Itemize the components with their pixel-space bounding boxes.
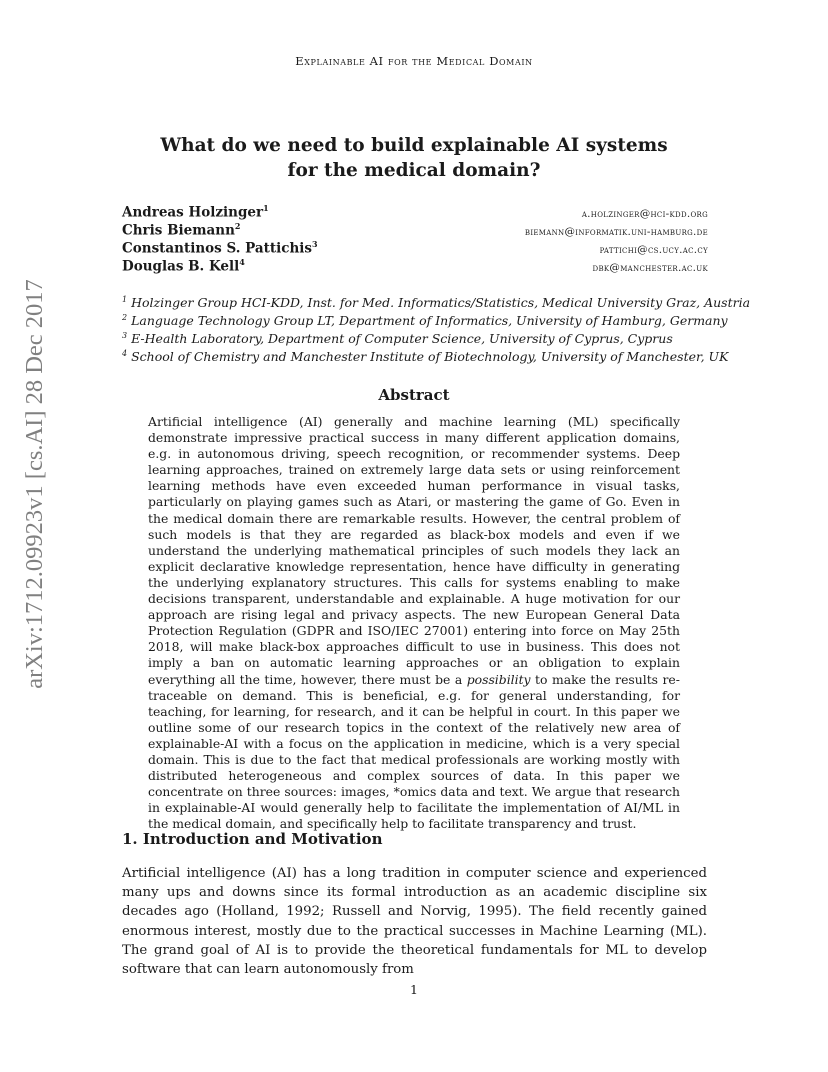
author-row (122, 203, 708, 221)
intro-paragraph: Artificial intelligence (AI) has a long tradition in computer science and experienced many ups and downs since its formal introduction as an academic discipline six decades ago (Holland, 1992; Russell and Norvig, 1995). The field recently gained enormous interest, mostly due to the practical successes in Machine Learning (ML). The grand goal of AI is to provide the theoretical fundamentals for ML to develop software that can learn autonomously from (122, 866, 707, 978)
author-row (122, 239, 708, 257)
page-number: 1 (410, 982, 418, 997)
title-line-1: What do we need to build explainable AI systems (160, 135, 668, 156)
affiliation-item: $^4$ School of Chemistry and Manchester Institute of Biotechnology, University of Manchester, UK (122, 349, 729, 365)
abstract-emphasis: possibility (466, 671, 531, 687)
author-email[interactable]: biemann@informatik.uni-hamburg.de (524, 225, 708, 238)
paper-title (0, 134, 828, 183)
arxiv-stamp[interactable] (20, 279, 50, 689)
author-name: Chris Biemann$^2$ (122, 221, 241, 239)
author-email[interactable]: a.holzinger@hci-kdd.org (581, 207, 708, 220)
abstract-body (148, 414, 680, 832)
author-email[interactable]: pattichi@cs.ucy.ac.cy (599, 243, 708, 256)
title-line-2: for the medical domain? (287, 159, 541, 181)
abstract-heading: Abstract (378, 386, 450, 404)
affiliation-item: $^2$ Language Technology Group LT, Department of Informatics, University of Hamburg, Germany (122, 313, 728, 329)
author-row (122, 221, 708, 239)
affiliation-item: $^3$ E-Health Laboratory, Department of Computer Science, University of Cyprus, Cyprus (122, 331, 673, 347)
section-heading: 1. Introduction and Motivation (122, 830, 383, 848)
arxiv-stamp-text: arXiv:1712.09923v1 [cs.AI] 28 Dec 2017 (21, 279, 48, 689)
running-head: Explainable AI for the Medical Domain (295, 54, 533, 68)
author-name: Constantinos S. Pattichis$^3$ (122, 239, 318, 257)
author-block (122, 203, 708, 275)
affiliations (122, 295, 751, 367)
author-name: Andreas Holzinger$^1$ (122, 203, 269, 221)
author-name: Douglas B. Kell$^4$ (122, 257, 245, 275)
abstract-paragraph: Artificial intelligence (AI) generally and machine learning (ML) specifically demonstrate impressive practical success in many different application domains, e.g. in autonomous driving, speech recognition, or recommender systems. Deep learning approaches, trained on extremely large data sets or using reinforcement learning methods have even exceeded human performance in visual tasks, particularly on playing games such as Atari, or mastering the game of Go. Even in the medical domain there are remarkable results. However, the central problem of such models is that they are regarded as black-box models and even if we understand the underlying mathematical principles of such models they lack an explicit declarative knowledge representation, hence have difficulty in generating the underlying explanatory structures. This calls for systems enabling to make decisions transparent, understandable and explainable. A huge motivation for our approach are rising legal and privacy aspects. The new European General Data Protection Regulation (GDPR and ISO/IEC 27001) entering into force on May 25th 2018, will make black-box approaches difficult to use in business. This does not imply a ban on automatic learning approaches or an obligation to explain everything all the time, however, there must be a possibility to make the results re-traceable on demand. This is beneficial, e.g. for general understanding, for teaching, for learning, for research, and it can be helpful in court. In this paper we outline some of our research topics in the context of the relatively new area of explainable-AI with a focus on the application in medicine, which is a very special domain. This is due to the fact that medical professionals are working mostly with distributed heterogeneous and complex sources of data. In this paper we concentrate on three sources: images, *omics data and text. We argue that research in explainable-AI would generally help to facilitate the implementation of AI/ML in the medical domain, and specifically help to facilitate transparency and trust. (148, 414, 680, 832)
author-row (122, 257, 708, 275)
author-email[interactable]: dbk@manchester.ac.uk (592, 261, 708, 274)
affiliation-item: $^1$ Holzinger Group HCI-KDD, Inst. for Med. Informatics/Statistics, Medical University Graz, Austria (122, 295, 751, 311)
